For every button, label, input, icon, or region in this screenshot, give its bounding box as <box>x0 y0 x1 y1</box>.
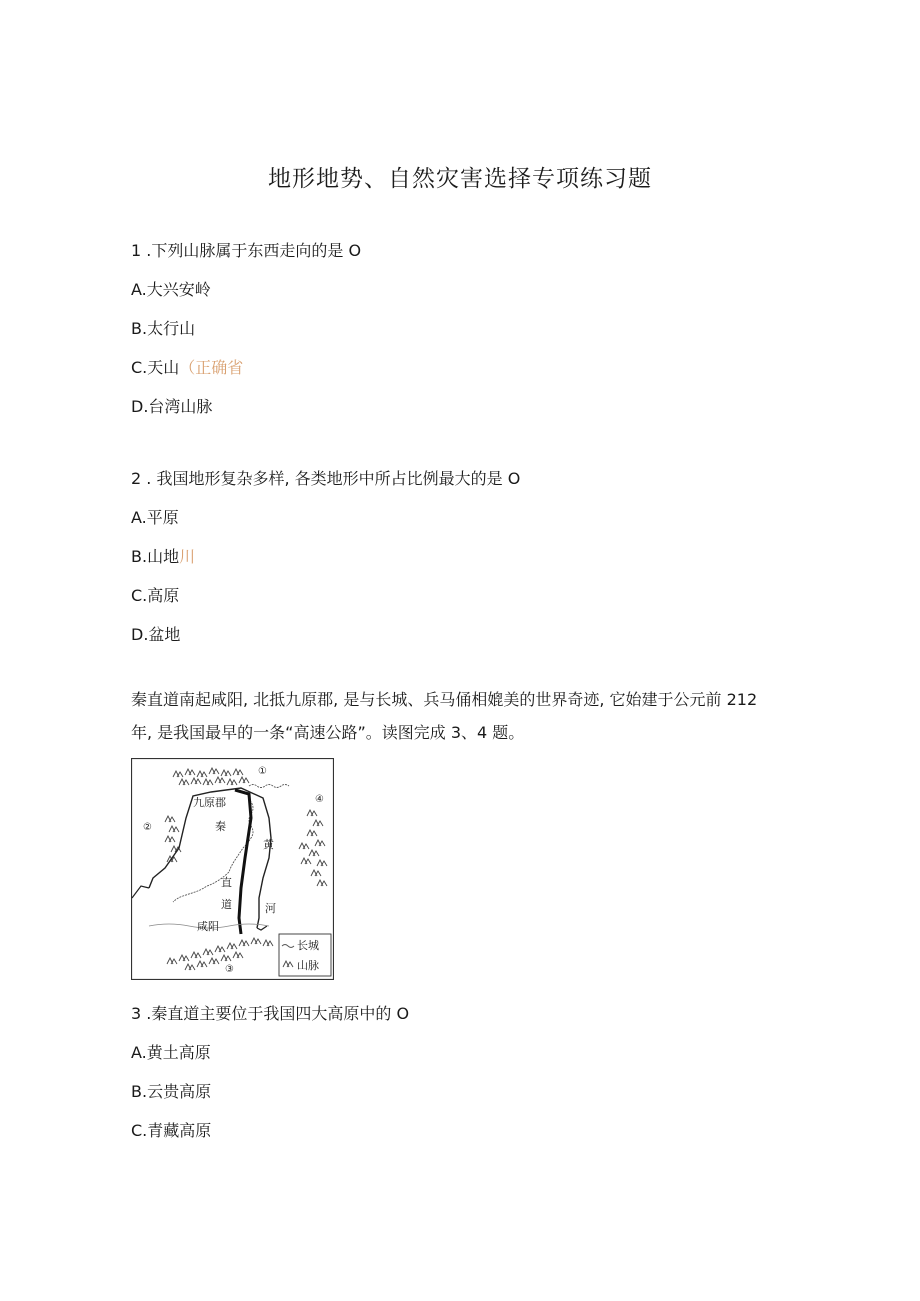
question-1-option-a[interactable]: A.大兴安岭 <box>131 280 211 299</box>
marker-3: ③ <box>225 964 234 975</box>
reading-passage: 秦直道南起咸阳, 北抵九原郡, 是与长城、兵马俑相媲美的世界奇迹, 它始建于公元前 212 年, 是我国最早的一条“高速公路”。读图完成 3、4 题。 <box>131 690 758 742</box>
question-3-stem: 3 .秦直道主要位于我国四大高原中的 O <box>131 1004 410 1023</box>
legend-wall-label: 长城 <box>297 939 319 952</box>
question-2-option-b[interactable]: B.山地川 <box>131 547 196 566</box>
question-3-option-b[interactable]: B.云贵高原 <box>131 1082 212 1101</box>
marker-2: ② <box>143 822 152 833</box>
question-1-option-d[interactable]: D.台湾山脉 <box>131 397 213 416</box>
question-2-option-a[interactable]: A.平原 <box>131 508 179 527</box>
question-2-option-d[interactable]: D.盆地 <box>131 625 181 644</box>
label-he: 河 <box>265 902 276 915</box>
label-xianyang: 咸阳 <box>197 920 219 933</box>
legend-mountain-label: 山脉 <box>297 959 319 972</box>
question-2-stem: 2 . 我国地形复杂多样, 各类地形中所占比例最大的是 O <box>131 469 521 488</box>
page-title: 地形地势、自然灾害选择专项练习题 <box>268 166 652 192</box>
marker-4: ④ <box>315 794 324 805</box>
marker-1: ① <box>258 766 267 777</box>
label-zhi: 直 <box>221 876 232 889</box>
label-qin: 秦 <box>215 820 226 833</box>
question-3-option-a[interactable]: A.黄土高原 <box>131 1043 211 1062</box>
question-1-stem: 1 .下列山脉属于东西走向的是 O <box>131 241 362 260</box>
label-jiuyuan: 九原郡 <box>193 796 226 809</box>
qin-road-map <box>131 758 334 980</box>
map-legend <box>279 934 331 976</box>
question-1-option-b[interactable]: B.太行山 <box>131 319 196 338</box>
answer-mark: （正确省 <box>179 358 244 377</box>
label-dao: 道 <box>221 898 232 911</box>
label-huang: 黄 <box>263 838 274 851</box>
question-1-option-c[interactable]: C.天山（正确省 <box>131 358 244 377</box>
question-3-option-c[interactable]: C.青藏高原 <box>131 1121 212 1140</box>
answer-mark: 川 <box>179 547 196 566</box>
question-2-option-c[interactable]: C.高原 <box>131 586 180 605</box>
